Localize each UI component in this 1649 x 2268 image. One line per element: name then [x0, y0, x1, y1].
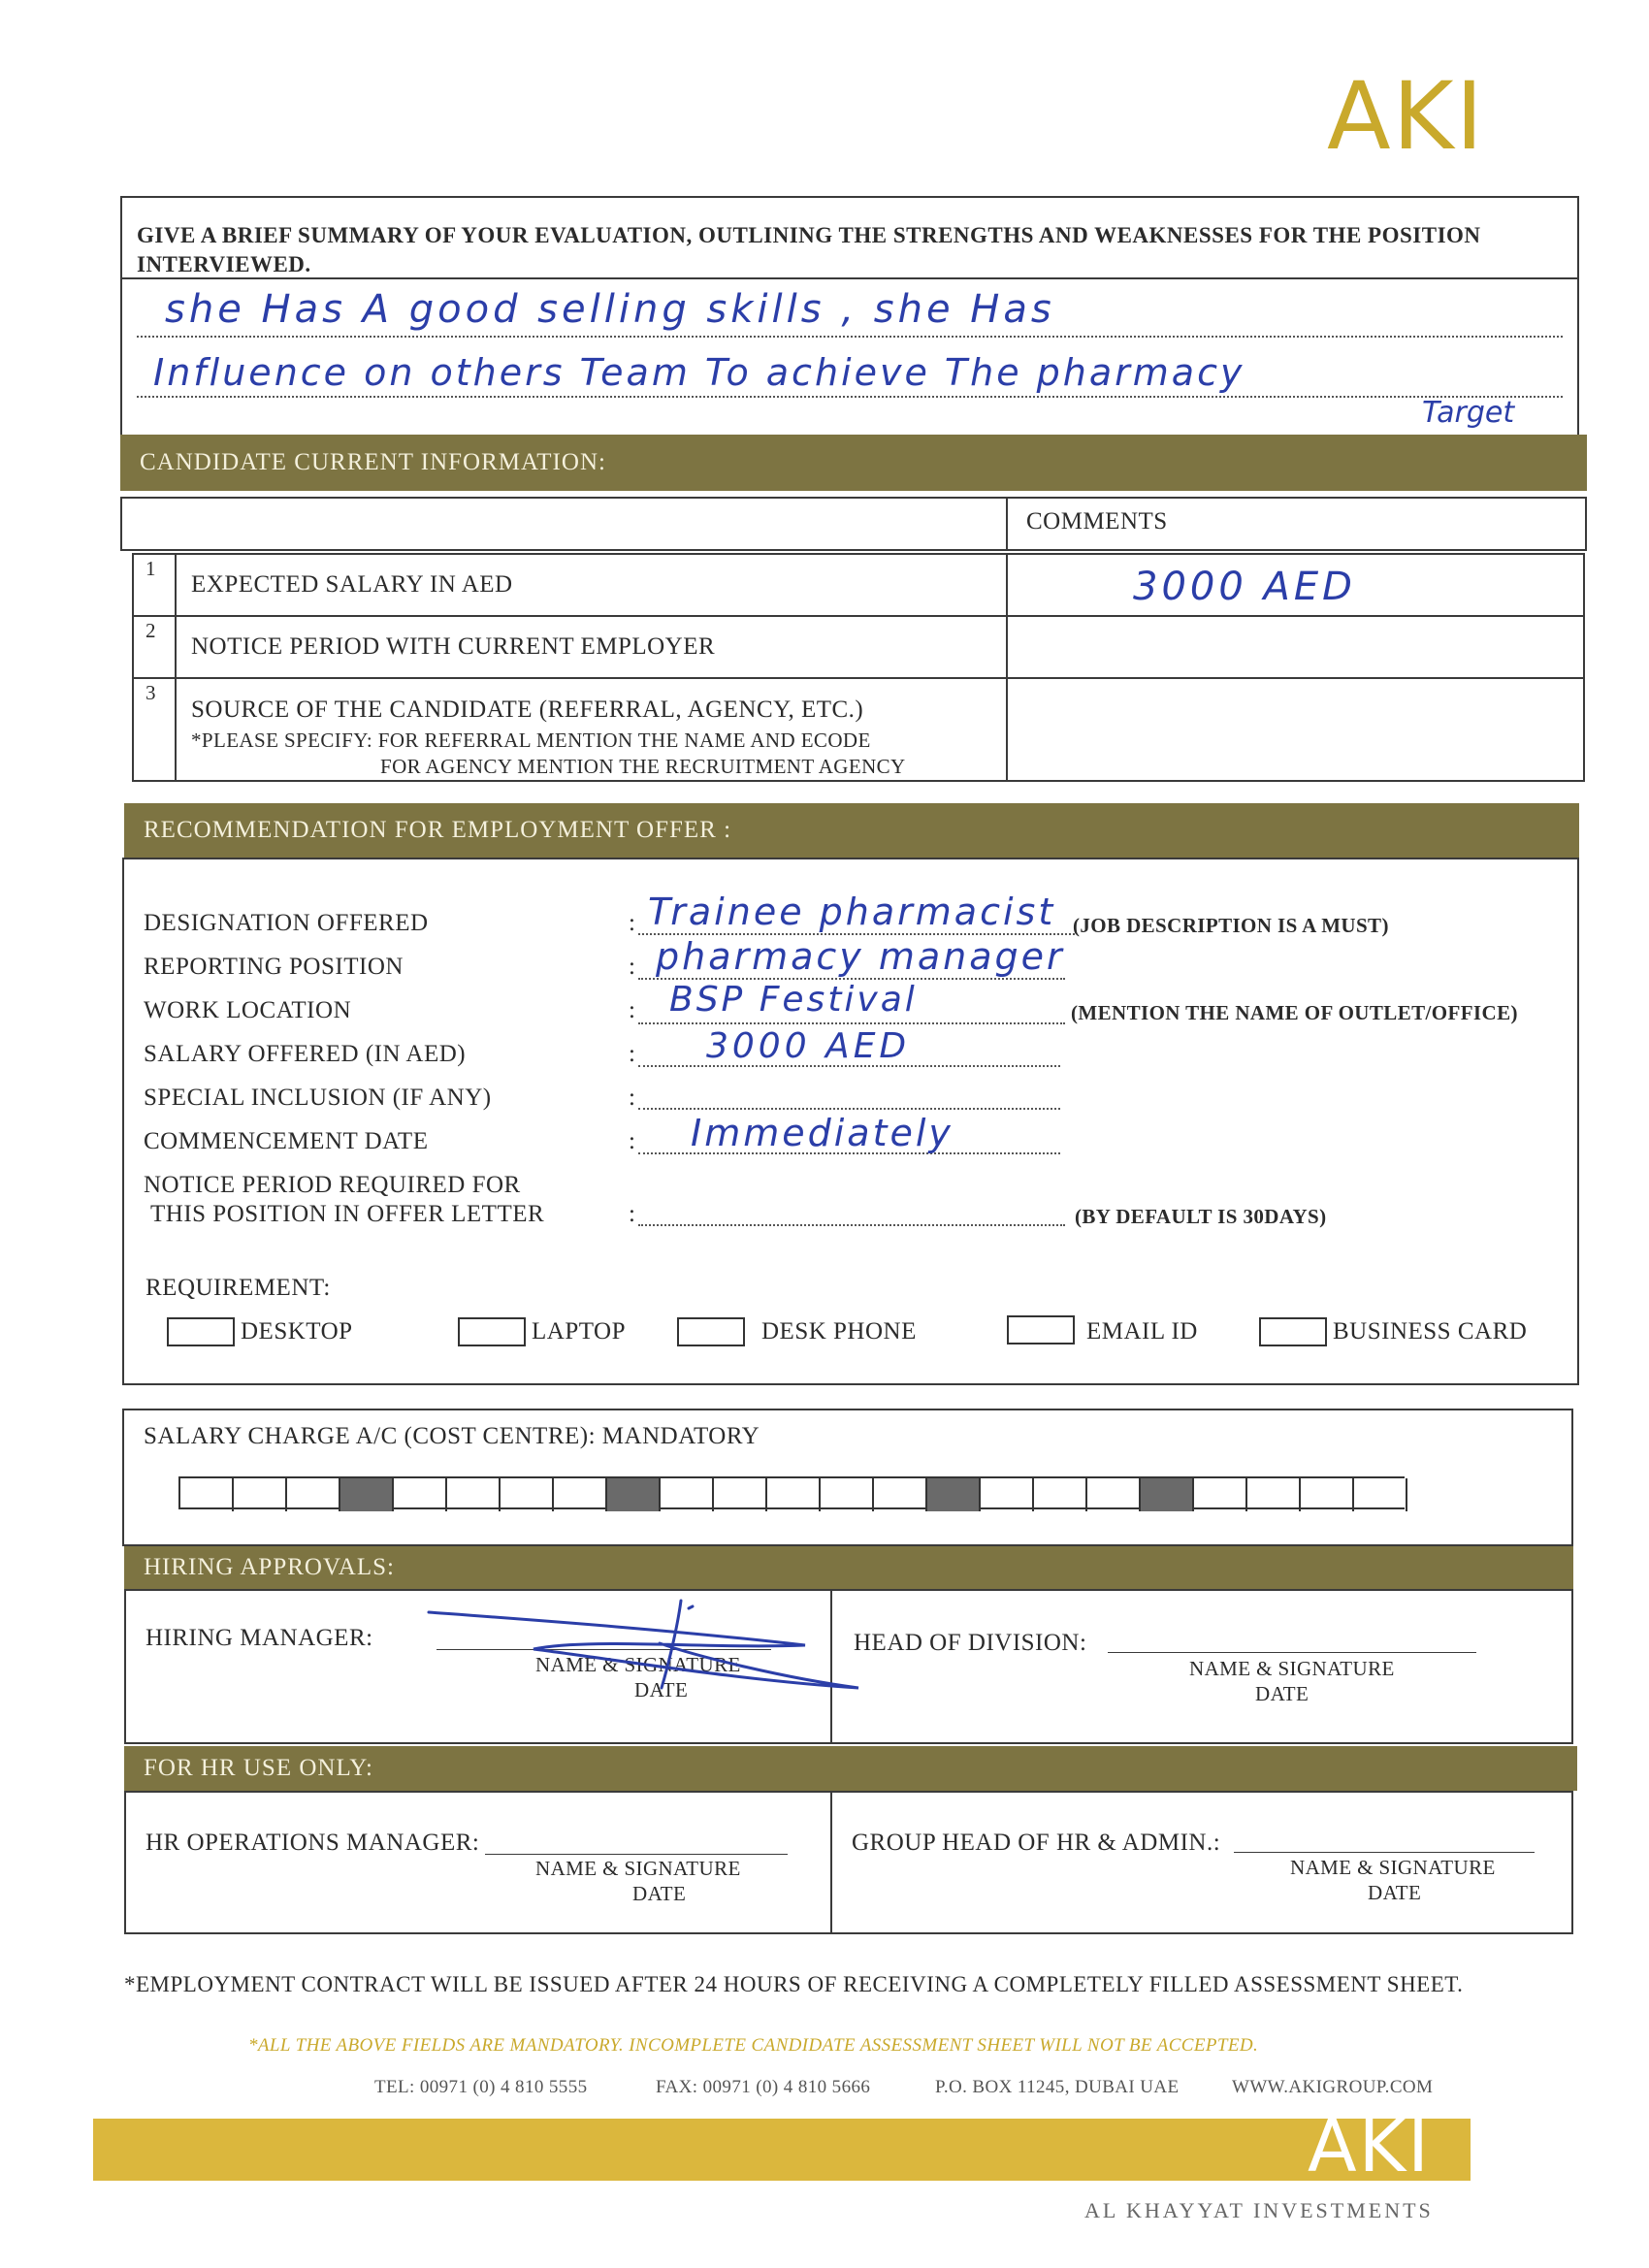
hr-ops-label: HR OPERATIONS MANAGER:	[146, 1830, 480, 1856]
hiring-manager-date-caption: DATE	[634, 1678, 689, 1701]
salary-offered-label: SALARY OFFERED (IN AED)	[144, 1041, 467, 1067]
row-3-note-1: *PLEASE SPECIFY: FOR REFERRAL MENTION THE NAME AND ECODE	[191, 729, 871, 752]
summary-dotted-line-2	[137, 396, 1563, 398]
reporting-value[interactable]: pharmacy manager	[656, 935, 1065, 978]
comments-header-divider	[1006, 497, 1008, 551]
candidate-info-header-text: CANDIDATE CURRENT INFORMATION:	[140, 449, 606, 475]
recommendation-header	[124, 803, 1579, 858]
hr-ops-line	[485, 1854, 788, 1855]
cost-centre-cells[interactable]	[178, 1476, 1405, 1509]
designation-label: DESIGNATION OFFERED	[144, 910, 429, 936]
cost-centre-cell[interactable]	[1247, 1478, 1301, 1511]
cost-centre-cell[interactable]	[714, 1478, 767, 1511]
group-head-label: GROUP HEAD OF HR & ADMIN.:	[852, 1830, 1221, 1856]
cost-centre-separator	[927, 1478, 981, 1511]
desktop-label: DESKTOP	[241, 1318, 353, 1345]
laptop-checkbox[interactable]	[458, 1317, 526, 1346]
row-divider-1	[132, 615, 1585, 617]
cost-centre-cell[interactable]	[1087, 1478, 1141, 1511]
group-head-sig-caption: NAME & SIGNATURE	[1290, 1856, 1496, 1879]
laptop-label: LAPTOP	[532, 1318, 627, 1345]
hiring-manager-label: HIRING MANAGER:	[146, 1625, 373, 1651]
notice-required-line	[638, 1224, 1065, 1226]
desk-phone-checkbox[interactable]	[677, 1317, 745, 1346]
summary-question: GIVE A BRIEF SUMMARY OF YOUR EVALUATION, OUTLINING THE STRENGTHS AND WEAKNESSES FOR THE POSITION	[137, 223, 1481, 247]
desktop-checkbox[interactable]	[167, 1317, 235, 1346]
head-of-division-line	[1108, 1652, 1476, 1653]
hiring-manager-sig-caption: NAME & SIGNATURE	[535, 1653, 741, 1676]
row-3-num: 3	[146, 681, 156, 704]
cost-centre-cell[interactable]	[874, 1478, 927, 1511]
hr-ops-sig-caption: NAME & SIGNATURE	[535, 1857, 741, 1880]
summary-handwriting-2[interactable]: Influence on others Team To achieve The pharmacy	[153, 351, 1245, 394]
row-1-comment[interactable]: 3000 AED	[1133, 565, 1356, 609]
cost-centre-cell[interactable]	[821, 1478, 874, 1511]
work-location-label: WORK LOCATION	[144, 997, 352, 1023]
notice-required-label-1: NOTICE PERIOD REQUIRED FOR	[144, 1172, 521, 1198]
summary-divider	[120, 277, 1579, 279]
work-location-line	[638, 1022, 1065, 1024]
aki-logo: AKI	[1327, 62, 1485, 171]
reporting-label: REPORTING POSITION	[144, 954, 404, 980]
work-location-note: (MENTION THE NAME OF OUTLET/OFFICE)	[1071, 1001, 1518, 1024]
designation-value[interactable]: Trainee pharmacist	[648, 891, 1056, 933]
footer-website: WWW.AKIGROUP.COM	[1232, 2077, 1434, 2097]
mandatory-note: *ALL THE ABOVE FIELDS ARE MANDATORY. INCOMPLETE CANDIDATE ASSESSMENT SHEET WILL NOT BE ACCEPTED.	[248, 2035, 1259, 2056]
comments-header-row	[120, 497, 1587, 551]
footer-fax: FAX: 00971 (0) 4 810 5666	[656, 2077, 871, 2097]
colon: :	[629, 1201, 636, 1227]
cost-centre-cell[interactable]	[554, 1478, 607, 1511]
commencement-value[interactable]: Immediately	[691, 1112, 954, 1154]
footer-aki-logo: AKI	[1308, 2105, 1431, 2188]
hr-use-header	[124, 1746, 1577, 1791]
colon: :	[629, 997, 636, 1023]
footer-po-box: P.O. BOX 11245, DUBAI UAE	[935, 2077, 1180, 2097]
cost-centre-cell[interactable]	[767, 1478, 821, 1511]
row-divider-2	[132, 677, 1585, 679]
hr-use-header-text: FOR HR USE ONLY:	[144, 1755, 373, 1781]
summary-question-cont: INTERVIEWED.	[137, 252, 311, 276]
comments-header: COMMENTS	[1026, 508, 1168, 535]
cost-centre-separator	[607, 1478, 661, 1511]
row-3-label: SOURCE OF THE CANDIDATE (REFERRAL, AGENCY, ETC.)	[191, 697, 864, 723]
work-location-value[interactable]: BSP Festival	[669, 980, 918, 1020]
colon: :	[629, 1085, 636, 1111]
cost-centre-cell[interactable]	[1354, 1478, 1407, 1511]
hiring-approvals-header	[124, 1546, 1573, 1589]
recommendation-header-text: RECOMMENDATION FOR EMPLOYMENT OFFER :	[144, 817, 732, 843]
num-col-divider	[175, 553, 177, 782]
head-of-division-sig-caption: NAME & SIGNATURE	[1189, 1657, 1395, 1680]
contract-note: *EMPLOYMENT CONTRACT WILL BE ISSUED AFTER 24 HOURS OF RECEIVING A COMPLETELY FILLED ASSESSMENT SHEET.	[124, 1972, 1464, 1996]
colon: :	[629, 910, 636, 936]
cost-centre-cell[interactable]	[1034, 1478, 1087, 1511]
cost-centre-cell[interactable]	[234, 1478, 287, 1511]
row-1-num: 1	[146, 557, 156, 580]
cost-centre-cell[interactable]	[180, 1478, 234, 1511]
notice-required-label-2: THIS POSITION IN OFFER LETTER	[150, 1201, 545, 1227]
salary-charge-label: SALARY CHARGE A/C (COST CENTRE): MANDATORY	[144, 1423, 760, 1449]
email-id-label: EMAIL ID	[1086, 1318, 1198, 1345]
hiring-approvals-header-text: HIRING APPROVALS:	[144, 1554, 395, 1580]
cost-centre-cell[interactable]	[501, 1478, 554, 1511]
cost-centre-cell[interactable]	[1301, 1478, 1354, 1511]
business-card-label: BUSINESS CARD	[1333, 1318, 1528, 1345]
colon: :	[629, 954, 636, 980]
footer-company-name: AL KHAYYAT INVESTMENTS	[1084, 2198, 1434, 2222]
footer-gold-bar	[93, 2119, 1471, 2181]
cost-centre-separator	[340, 1478, 394, 1511]
cost-centre-cell[interactable]	[394, 1478, 447, 1511]
requirement-label: REQUIREMENT:	[146, 1275, 331, 1301]
hr-ops-date-caption: DATE	[632, 1882, 687, 1905]
summary-handwriting-3[interactable]: Target	[1422, 396, 1515, 430]
email-id-checkbox[interactable]	[1007, 1315, 1075, 1345]
summary-dotted-line-1	[137, 336, 1563, 338]
special-inclusion-label: SPECIAL INCLUSION (IF ANY)	[144, 1085, 492, 1111]
row-2-label: NOTICE PERIOD WITH CURRENT EMPLOYER	[191, 633, 716, 660]
group-head-date-caption: DATE	[1368, 1881, 1422, 1904]
salary-offered-value[interactable]: 3000 AED	[706, 1026, 911, 1066]
head-of-division-label: HEAD OF DIVISION:	[854, 1630, 1087, 1656]
row-1-label: EXPECTED SALARY IN AED	[191, 571, 513, 598]
colon: :	[629, 1041, 636, 1067]
group-head-line	[1234, 1852, 1535, 1853]
special-inclusion-line	[638, 1108, 1060, 1110]
commencement-label: COMMENCEMENT DATE	[144, 1128, 429, 1154]
cost-centre-cell[interactable]	[1194, 1478, 1247, 1511]
notice-required-note: (BY DEFAULT IS 30DAYS)	[1075, 1205, 1327, 1228]
cost-centre-cell[interactable]	[447, 1478, 501, 1511]
colon: :	[629, 1128, 636, 1154]
row-2-num: 2	[146, 619, 156, 642]
business-card-checkbox[interactable]	[1259, 1317, 1327, 1346]
head-of-division-date-caption: DATE	[1255, 1682, 1310, 1705]
footer-tel: TEL: 00971 (0) 4 810 5555	[374, 2077, 588, 2097]
designation-note: (JOB DESCRIPTION IS A MUST)	[1073, 914, 1389, 937]
hr-use-divider	[830, 1791, 832, 1934]
row-3-note-2: FOR AGENCY MENTION THE RECRUITMENT AGENCY	[380, 755, 906, 778]
desk-phone-label: DESK PHONE	[761, 1318, 917, 1345]
summary-handwriting-1[interactable]: she Has A good selling skills , she Has	[165, 287, 1055, 332]
cost-centre-cell[interactable]	[981, 1478, 1034, 1511]
hiring-manager-signature[interactable]	[417, 1591, 873, 1698]
cost-centre-separator	[1141, 1478, 1194, 1511]
comment-col-divider	[1006, 553, 1008, 782]
cost-centre-cell[interactable]	[661, 1478, 714, 1511]
candidate-info-header	[120, 435, 1587, 491]
cost-centre-cell[interactable]	[287, 1478, 340, 1511]
